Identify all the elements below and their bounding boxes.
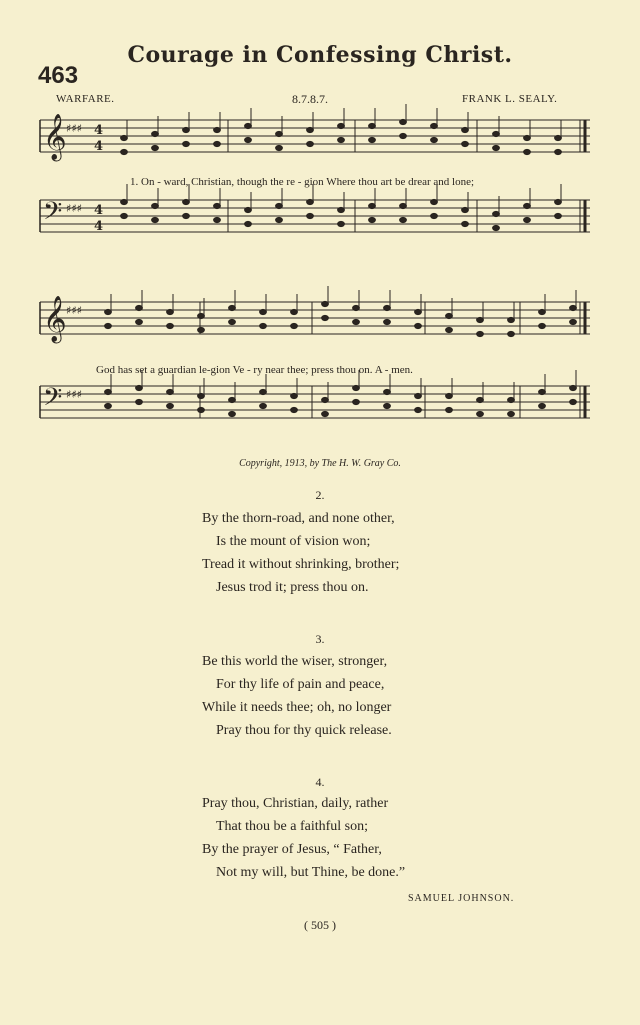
note-head (384, 319, 391, 324)
hymn-title: Courage in Confessing Christ. (127, 42, 513, 68)
note-head (400, 119, 407, 124)
stanza-number: 2. (315, 488, 325, 502)
note-head (431, 213, 438, 218)
note-head (276, 145, 283, 150)
note-head (555, 149, 562, 154)
note-head (276, 203, 283, 208)
note-head (508, 397, 515, 402)
note-head (338, 207, 345, 212)
note-head (152, 145, 159, 150)
note-head (555, 199, 562, 204)
note-head (167, 389, 174, 394)
note-head (183, 141, 190, 146)
note-head (493, 131, 500, 136)
note-head (198, 327, 205, 332)
note-head (136, 385, 143, 390)
treble-clef-icon: 𝄞 (43, 296, 67, 342)
note-head (462, 127, 469, 132)
note-head (477, 397, 484, 402)
note-head (384, 403, 391, 408)
note-head (539, 403, 546, 408)
verse-line: Jesus trod it; press thou on. (216, 580, 369, 595)
note-head (384, 305, 391, 310)
note-head (105, 309, 112, 314)
note-head (260, 323, 267, 328)
meter: 8.7.8.7. (292, 92, 328, 106)
note-head (570, 385, 577, 390)
note-head (260, 389, 267, 394)
composer: FRANK L. SEALY. (462, 93, 558, 105)
note-head (369, 123, 376, 128)
note-head (415, 323, 422, 328)
author: SAMUEL JOHNSON. (408, 893, 515, 904)
note-head (260, 403, 267, 408)
time-signature: 4 (94, 203, 104, 218)
verse-line: By the prayer of Jesus, “ Father, (202, 842, 382, 857)
verse-line: For thy life of pain and peace, (216, 677, 385, 692)
note-head (183, 213, 190, 218)
verse-line: Tread it without shrinking, brother; (202, 557, 400, 572)
note-head (105, 323, 112, 328)
note-head (167, 309, 174, 314)
note-head (477, 331, 484, 336)
note-head (245, 221, 252, 226)
note-head (121, 199, 128, 204)
note-head (167, 323, 174, 328)
note-head (338, 123, 345, 128)
note-head (570, 319, 577, 324)
note-head (400, 133, 407, 138)
note-head (214, 203, 221, 208)
note-head (245, 207, 252, 212)
note-head (493, 211, 500, 216)
verse-line: Be this world the wiser, stronger, (202, 654, 388, 669)
note-head (307, 127, 314, 132)
note-head (446, 393, 453, 398)
note-head (353, 305, 360, 310)
note-head (415, 309, 422, 314)
note-head (152, 203, 159, 208)
time-signature: 4 (94, 123, 104, 138)
note-head (214, 141, 221, 146)
note-head (384, 389, 391, 394)
note-head (493, 225, 500, 230)
key-signature-icon: ♯♯♯ (66, 202, 82, 215)
note-head (524, 203, 531, 208)
verse-line: Pray thou for thy quick release. (216, 723, 392, 738)
note-head (508, 317, 515, 322)
note-head (276, 131, 283, 136)
note-head (307, 199, 314, 204)
key-signature-icon: ♯♯♯ (66, 122, 82, 135)
note-head (167, 403, 174, 408)
stanza-number: 4. (315, 775, 325, 789)
note-head (555, 213, 562, 218)
lyric-line-2: God has set a guardian le-gion Ve - ry near thee; press thou on. A - men. (96, 364, 413, 376)
note-head (260, 309, 267, 314)
note-head (229, 411, 236, 416)
note-head (539, 309, 546, 314)
note-head (369, 137, 376, 142)
note-head (508, 331, 515, 336)
note-head (524, 135, 531, 140)
time-signature: 4 (94, 139, 104, 154)
note-head (105, 403, 112, 408)
note-head (493, 145, 500, 150)
note-head (152, 131, 159, 136)
note-head (307, 141, 314, 146)
note-head (539, 389, 546, 394)
note-head (322, 411, 329, 416)
note-head (152, 217, 159, 222)
note-head (183, 127, 190, 132)
note-head (431, 123, 438, 128)
note-head (198, 313, 205, 318)
key-signature-icon: ♯♯♯ (66, 388, 82, 401)
note-head (245, 123, 252, 128)
verse-line: Is the mount of vision won; (216, 534, 371, 549)
verse-line: Pray thou, Christian, daily, rather (202, 796, 389, 811)
note-head (570, 305, 577, 310)
note-head (198, 393, 205, 398)
note-head (353, 385, 360, 390)
time-signature: 4 (94, 219, 104, 234)
note-head (369, 203, 376, 208)
note-head (136, 319, 143, 324)
verse-line: While it needs thee; oh, no longer (202, 700, 392, 715)
note-head (214, 127, 221, 132)
note-head (291, 407, 298, 412)
treble-clef-icon: 𝄞 (43, 114, 67, 160)
tune-name: WARFARE. (56, 93, 115, 105)
note-head (338, 137, 345, 142)
note-head (198, 407, 205, 412)
bass-clef-icon: 𝄢 (43, 383, 63, 418)
note-head (276, 217, 283, 222)
note-head (229, 305, 236, 310)
note-head (136, 305, 143, 310)
note-head (322, 301, 329, 306)
note-head (322, 315, 329, 320)
note-head (446, 407, 453, 412)
verse-line: That thou be a faithful son; (216, 819, 369, 834)
note-head (446, 327, 453, 332)
note-head (136, 399, 143, 404)
note-head (183, 199, 190, 204)
note-head (477, 317, 484, 322)
verse-line: By the thorn-road, and none other, (202, 511, 395, 526)
note-head (121, 149, 128, 154)
copyright-notice: Copyright, 1913, by The H. W. Gray Co. (239, 458, 401, 469)
verse-line: Not my will, but Thine, be done.” (216, 865, 406, 880)
note-head (431, 199, 438, 204)
note-head (555, 135, 562, 140)
bass-clef-icon: 𝄢 (43, 197, 63, 232)
note-head (462, 221, 469, 226)
note-head (446, 313, 453, 318)
note-head (400, 217, 407, 222)
note-head (121, 135, 128, 140)
note-head (400, 203, 407, 208)
note-head (229, 319, 236, 324)
note-head (338, 221, 345, 226)
clefs (43, 114, 103, 418)
note-head (524, 217, 531, 222)
note-head (462, 207, 469, 212)
note-head (508, 411, 515, 416)
note-head (524, 149, 531, 154)
stanza-number: 3. (315, 632, 325, 646)
note-head (121, 213, 128, 218)
note-head (291, 323, 298, 328)
note-head (415, 393, 422, 398)
note-head (415, 407, 422, 412)
note-head (462, 141, 469, 146)
page-number: ( 505 ) (304, 918, 336, 932)
note-head (291, 309, 298, 314)
note-head (369, 217, 376, 222)
note-head (291, 393, 298, 398)
note-head (245, 137, 252, 142)
note-head (353, 399, 360, 404)
note-head (431, 137, 438, 142)
note-head (307, 213, 314, 218)
hymn-number: 463 (38, 62, 79, 89)
note-head (539, 323, 546, 328)
note-head (353, 319, 360, 324)
note-head (570, 399, 577, 404)
note-head (105, 389, 112, 394)
key-signature-icon: ♯♯♯ (66, 304, 82, 317)
note-head (322, 397, 329, 402)
note-head (229, 397, 236, 402)
lyric-line-1: 1. On - ward, Christian, though the re - gion Where thou art be drear and lone; (130, 176, 475, 188)
note-head (477, 411, 484, 416)
note-head (214, 217, 221, 222)
